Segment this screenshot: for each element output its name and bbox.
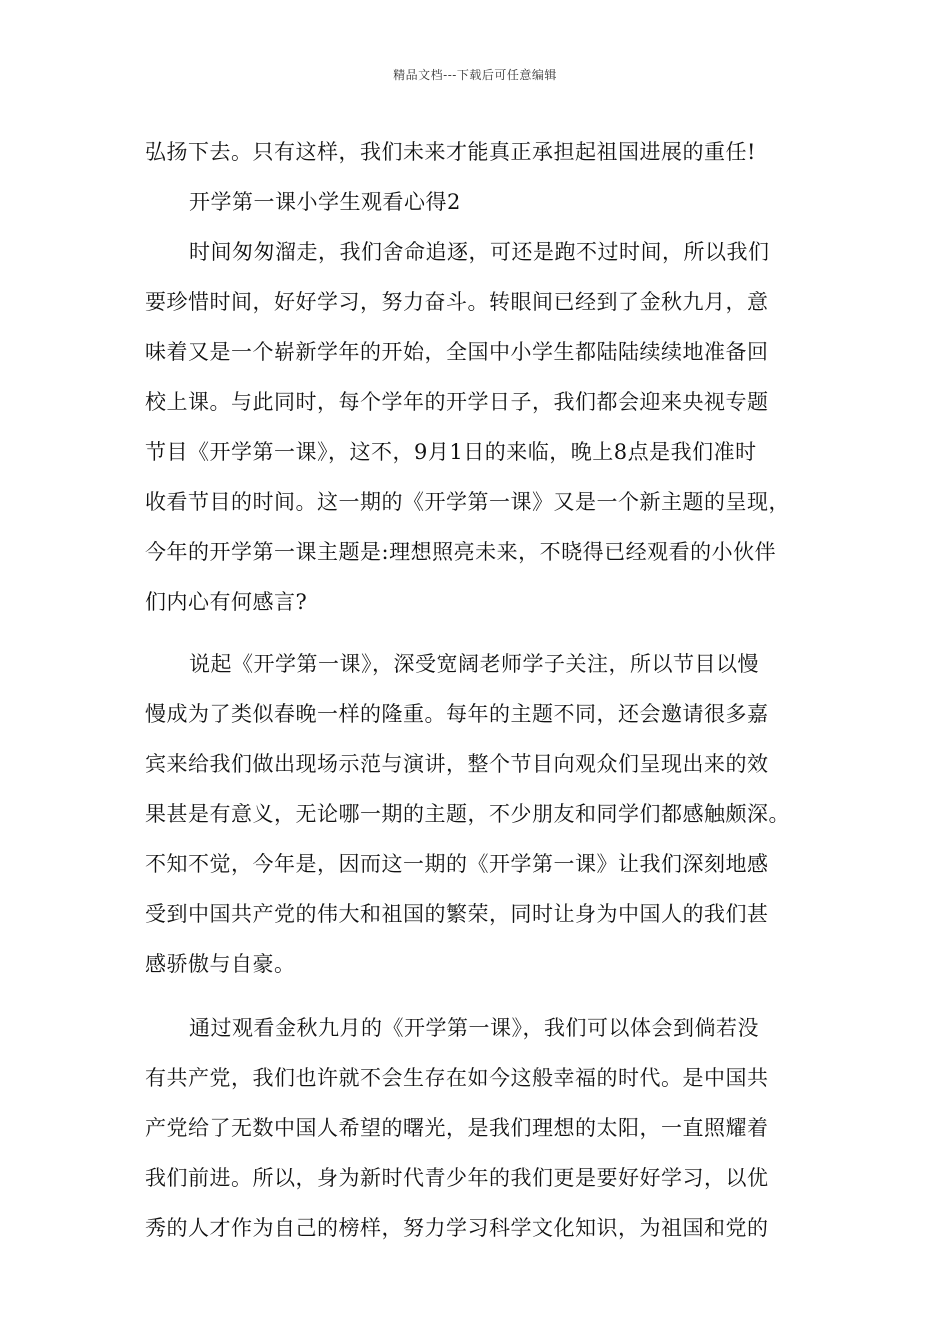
text-line: 宾来给我们做出现场示范与演讲，整个节目向观众们呈现出来的效 bbox=[145, 752, 769, 776]
text-line: 产党给了无数中国人希望的曙光，是我们理想的太阳，一直照耀着 bbox=[145, 1116, 769, 1140]
text-line: 要珍惜时间，好好学习，努力奋斗。转眼间已经到了金秋九月，意 bbox=[145, 290, 769, 314]
paragraph-gap bbox=[145, 989, 825, 1003]
text-line: 味着又是一个崭新学年的开始，全国中小学生都陆陆续续地准备回 bbox=[145, 340, 769, 364]
text-line: 感骄傲与自豪。 bbox=[145, 952, 296, 976]
text-line: 不知不觉，今年是，因而这一期的《开学第一课》让我们深刻地感 bbox=[145, 852, 769, 876]
text-line: 我们前进。所以，身为新时代青少年的我们更是要好好学习，以优 bbox=[145, 1166, 769, 1190]
paragraph-gap bbox=[145, 627, 825, 639]
text-line: 收看节目的时间。这一期的《开学第一课》又是一个新主题的呈现， bbox=[145, 490, 790, 514]
text-line: 们内心有何感言? bbox=[145, 590, 308, 614]
text-line: 时间匆匆溜走，我们舍命追逐，可还是跑不过时间，所以我们 bbox=[189, 240, 770, 264]
text-line: 有共产党，我们也许就不会生存在如今这般幸福的时代。是中国共 bbox=[145, 1066, 769, 1090]
text-line: 果甚是有意义，无论哪一期的主题，不少朋友和同学们都感触颇深。 bbox=[145, 802, 790, 826]
text-line: 受到中国共产党的伟大和祖国的繁荣，同时让身为中国人的我们甚 bbox=[145, 902, 769, 926]
text-line: 弘扬下去。只有这样，我们未来才能真正承担起祖国进展的重任! bbox=[145, 140, 756, 164]
document-body bbox=[145, 127, 825, 1253]
text-line: 慢成为了类似春晚一样的隆重。每年的主题不同，还会邀请很多嘉 bbox=[145, 702, 769, 726]
text-line: 校上课。与此同时，每个学年的开学日子，我们都会迎来央视专题 bbox=[145, 390, 769, 414]
text-line: 通过观看金秋九月的《开学第一课》，我们可以体会到倘若没 bbox=[189, 1016, 759, 1040]
text-line: 说起《开学第一课》，深受宽阔老师学子关注，所以节目以慢 bbox=[189, 652, 759, 676]
section-heading: 开学第一课小学生观看心得2 bbox=[189, 190, 461, 214]
page-header: 精品文档---下载后可任意编辑 bbox=[393, 68, 557, 82]
text-line: 今年的开学第一课主题是:理想照亮未来，不晓得已经观看的小伙伴 bbox=[145, 540, 777, 564]
text-line: 秀的人才作为自己的榜样，努力学习科学文化知识，为祖国和党的 bbox=[145, 1216, 769, 1240]
text-line: 节目《开学第一课》，这不，9月1日的来临，晚上8点是我们准时 bbox=[145, 440, 757, 464]
